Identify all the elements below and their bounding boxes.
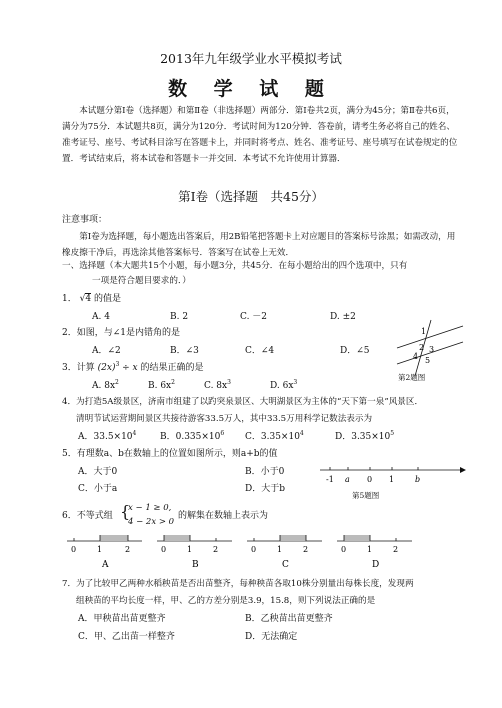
intro-paragraph: 本试题分第Ⅰ卷（选择题）和第Ⅱ卷（非选择题）两部分．第Ⅰ卷共2页，满分为45分；第Ⅱ卷共6页，满分为75分．本试题共8页，满分为120分．考试时间为120分钟．答卷前，请考生务必将自己的姓名、准考证号、座号、考试科目涂写在答题卡上，并同时将考点、姓名、准考证号、座号填写在试卷规定的位置．考试结束后，将本试卷和答题卡一并交回．本考试不允许使用计算器． [62,106,458,164]
q6-label-d: D [372,560,380,570]
q2-option-d: D．∠5 [340,346,370,356]
svg-text:1: 1 [367,545,373,554]
q6-option-a-line [67,535,142,570]
q5-tick-1: 1 [389,475,395,484]
q3-number: 3． [62,363,77,373]
question-3 [62,361,204,375]
svg-text:2: 2 [213,545,219,554]
q5-option-d: D．大于b [245,484,285,494]
question-6 [62,510,113,523]
q5-number: 5． [62,449,77,459]
svg-text:2: 2 [303,545,309,554]
q2-option-b: B．∠3 [170,346,199,356]
q7-line1: 为了比较甲乙两种水稻秧苗是否出苗整齐，每种秧苗各取10株分别量出每株长度，发现两 [76,579,414,589]
q3-exponent: 3 [115,361,120,368]
question-5 [62,448,278,461]
q5-option-b: B．小于0 [245,467,285,477]
question-4-line1 [62,396,423,408]
q3-option-b: B. $6x^2$ [148,379,175,391]
q6-label-b: B [192,560,199,570]
q2-figure [395,318,465,380]
q1-number: 1． [62,294,77,304]
q5-option-c: C．小于a [78,484,118,494]
q7-number: 7． [62,579,77,589]
q3-option-d: D. $6x^3$ [270,379,298,391]
q4-option-c: C．$3.35\times 10^4$ [245,430,304,442]
q2-figure-caption: 第2题图 [398,373,426,382]
q4-option-d: D．$3.35\times 10^5$ [335,430,395,442]
q4-line2: 清明节试运营期间景区共接待游客33.5万人，其中33.5万用科学记数法表示为 [76,414,373,424]
q4-option-b: B．$0.335\times 10^6$ [160,430,225,442]
q6-label-c: C [282,560,289,570]
q4-line1: 为打造5A级景区，济南市组建了以趵突泉景区、大明湖景区为主体的“天下第一泉”风景区． [76,397,424,407]
q2-option-c: C．∠4 [245,346,275,356]
q7-option-d: D．无法确定 [245,632,298,642]
svg-text:0: 0 [71,545,77,554]
q3-divisor: ÷ x [122,363,138,373]
q2-label-3: 3 [429,345,435,354]
section-heading-line2: 一项是符合题目要求的．） [92,276,191,286]
q1-option-a: A. 4 [92,312,110,322]
sqrt-symbol: √ [79,294,86,304]
q6-options-figure [62,533,422,573]
q1-option-c: C. －2 [240,312,268,322]
svg-text:1: 1 [277,545,283,554]
q5-tick-a: a [345,475,350,484]
q6-label-a: A [102,560,109,570]
q5-tick-neg1: -1 [326,475,334,484]
q3-expression: (2x) [97,363,116,373]
q2-number: 2． [62,328,77,338]
q2-label-5: 5 [425,356,431,365]
q4-number: 4． [62,397,77,407]
q2-stem: 如图，与∠1是内错角的是 [76,328,181,338]
q3-option-a: A. $8x^2$ [92,379,119,391]
part1-heading: 第Ⅰ卷（选择题 共45分） [178,189,324,204]
svg-text:2: 2 [125,545,131,554]
q5-figure-caption: 第5题图 [352,491,380,500]
svg-text:1: 1 [187,545,193,554]
q3-stem-post: 的结果正确的是 [140,363,204,373]
exam-title: 2013年九年级学业水平模拟考试 [160,51,342,66]
q7-line2: 组秧苗的平均长度一样，甲、乙的方差分别是3.9，15.8，则下列说法正确的是 [76,596,376,606]
svg-text:0: 0 [341,545,347,554]
q1-radicand: 4 [85,294,92,304]
q5-stem: 有理数a、b在数轴上的位置如图所示，则a+b的值 [76,449,278,459]
q2-option-a: A．∠2 [92,346,121,356]
q3-stem-pre: 计算 [76,363,95,373]
question-2 [62,327,180,340]
q7-option-c: C．甲、乙出苗一样整齐 [78,632,175,642]
q6-stem-pre: 不等式组 [76,511,113,521]
svg-text:1: 1 [97,545,103,554]
q6-number: 6． [62,511,77,521]
q5-tick-0: 0 [367,475,373,484]
q6-option-b-line [157,535,232,570]
svg-text:2: 2 [393,545,399,554]
question-1 [62,293,121,306]
notice-text: 第Ⅰ卷为选择题，每小题选出答案后，用2B铅笔把答题卡上对应题目的答案标号涂黑；如需改动，用橡皮擦干净后，再选涂其他答案标号．答案写在试卷上无效． [62,232,456,258]
q2-label-2: 2 [419,343,425,352]
q5-arrow [460,467,466,473]
q6-brace: { [120,502,131,521]
section-heading-line1: 一、选择题（本大题共15个小题，每小题3分，共45分．在每小题给出的四个选项中，只有 [62,261,408,271]
q5-number-line [318,462,468,492]
q2-label-4: 4 [413,352,419,361]
q7-option-b: B．乙秧苗出苗更整齐 [245,614,333,624]
notice-label: 注意事项： [62,215,108,225]
exam-subtitle: 数 学 试 题 [168,78,334,100]
q6-option-c-line [247,535,322,570]
svg-text:0: 0 [161,545,167,554]
q1-stem: 的值是 [93,294,121,304]
q6-stem-post: 的解集在数轴上表示为 [178,511,269,521]
q3-option-c: C. $8x^3$ [204,379,231,391]
q7-option-a: A．甲秧苗出苗更整齐 [78,614,166,624]
q6-inequality-2: 4 − 2x > 0 [128,517,175,527]
q6-option-d-line [337,535,412,570]
question-7-line1 [62,578,414,590]
q4-option-a: A．$33.5\times 10^4$ [78,430,137,442]
q2-label-1: 1 [421,327,427,336]
q5-tick-b: b [415,475,421,484]
q5-option-a: A．大于0 [78,467,118,477]
q6-inequality-1: x − 1 ≥ 0, [128,503,172,513]
q1-option-b: B. 2 [170,312,189,322]
svg-text:0: 0 [251,545,257,554]
q1-option-d: D. ±2 [330,312,356,322]
